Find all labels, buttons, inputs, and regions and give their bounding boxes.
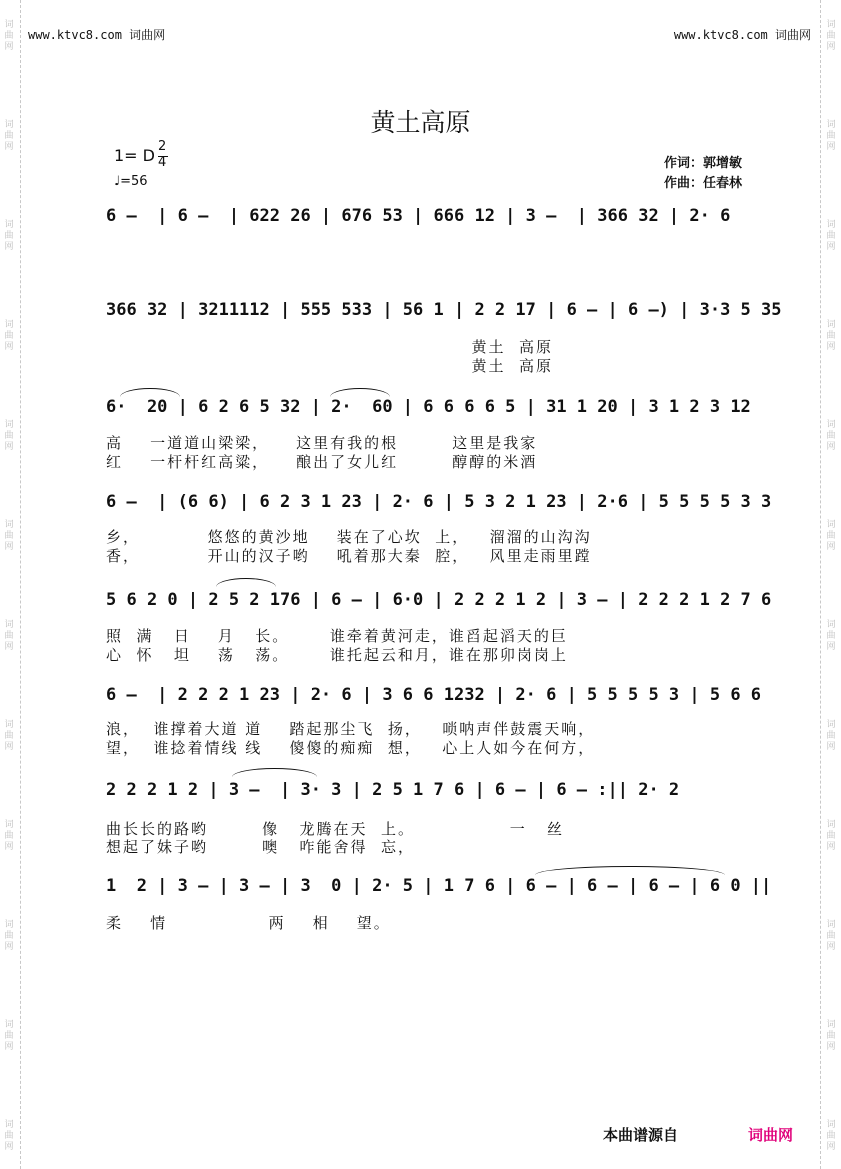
score-line-6-lyrics-verse1: 浪， 谁撑着大道 道 踏起那尘飞 扬， 唢呐声伴鼓震天响，: [106, 720, 596, 738]
slur-mark: [232, 768, 317, 777]
score-line-5-lyrics-verse1: 照 满 日 月 长。 谁牵着黄河走，谁舀起滔天的巨: [106, 627, 568, 645]
score-line-6-notes: 6 – | 2 2 2 1 23 | 2· 6 | 3 6 6 1232 | 2· 6 | 5 5 5 5 3 | 5 6 6: [106, 685, 762, 705]
score-line-7-lyrics-verse1: 曲长长的路哟 像 龙腾在天 上。 一 丝: [106, 820, 565, 838]
score-line-4-lyrics-verse1: 乡， 悠悠的黄沙地 装在了心坎 上， 溜溜的山沟沟: [106, 528, 592, 546]
watermark: 词曲网: [4, 420, 14, 452]
slur-mark: [120, 388, 180, 397]
right-watermark-strip: [820, 0, 841, 1169]
watermark: 词曲网: [4, 820, 14, 852]
watermark: 词曲网: [826, 620, 836, 652]
watermark: 词曲网: [826, 920, 836, 952]
watermark: 词曲网: [4, 920, 14, 952]
score-line-8-notes: 1 2 | 3 – | 3 – | 3 0 | 2· 5 | 1 7 6 | 6 – | 6 – | 6 – | 6 0 ||: [106, 876, 772, 896]
watermark: 词曲网: [826, 220, 836, 252]
lyricist-credit: 作词：郭增敏: [664, 156, 743, 171]
watermark: 词曲网: [4, 520, 14, 552]
score-line-3-lyrics-verse1: 高 一道道山梁梁， 这里有我的根 这里是我家: [106, 434, 538, 452]
slur-mark: [330, 388, 390, 397]
watermark: 词曲网: [826, 20, 836, 52]
watermark: 词曲网: [4, 120, 14, 152]
score-line-7-lyrics-verse2: 想起了妹子哟 噢 咋能舍得 忘，: [106, 838, 415, 856]
watermark: 词曲网: [826, 420, 836, 452]
watermark: 词曲网: [4, 1120, 14, 1152]
watermark: 词曲网: [826, 1120, 836, 1152]
score-line-7-notes: 2 2 2 1 2 | 3 – | 3· 3 | 2 5 1 7 6 | 6 – | 6 – :|| 2· 2: [106, 780, 680, 800]
watermark: 词曲网: [4, 320, 14, 352]
composer-credit: 作曲：任春林: [664, 176, 743, 191]
slur-mark: [216, 578, 276, 587]
left-watermark-strip: [0, 0, 21, 1169]
site-link-right[interactable]: www.ktvc8.com 词曲网: [673, 28, 811, 42]
score-line-6-lyrics-verse2: 望， 谁捻着情线 线 傻傻的痴痴 想， 心上人如今在何方，: [106, 739, 596, 757]
slur-mark: [535, 866, 725, 875]
watermark: 词曲网: [826, 1020, 836, 1052]
score-line-3-notes: 6· 20 | 6 2 6 5 32 | 2· 60 | 6 6 6 6 5 | 31 1 20 | 3 1 2 3 12: [106, 397, 751, 417]
score-line-2-lyrics-verse2: 黄土 高原: [106, 357, 554, 375]
score-line-5-notes: 5 6 2 0 | 2 5 2 176 | 6 – | 6·0 | 2 2 2 1 2 | 3 – | 2 2 2 1 2 7 6: [106, 590, 772, 610]
watermark: 词曲网: [826, 520, 836, 552]
score-line-4-lyrics-verse2: 香， 开山的汉子哟 吼着那大秦 腔， 风里走雨里蹚: [106, 547, 592, 565]
tempo-marking: ♩=56: [114, 174, 148, 189]
source-brand-logo[interactable]: 词曲网: [748, 1126, 794, 1144]
score-line-2-lyrics-verse1: 黄土 高原: [106, 338, 554, 356]
score-line-5-lyrics-verse2: 心 怀 坦 荡 荡。 谁托起云和月，谁在那卯岗岗上: [106, 646, 568, 664]
watermark: 词曲网: [4, 20, 14, 52]
watermark: 词曲网: [826, 120, 836, 152]
source-label: 本曲谱源自: [603, 1126, 679, 1144]
time-signature-top: 2: [158, 139, 167, 154]
time-signature-bottom: 4: [158, 155, 167, 170]
site-link-left[interactable]: www.ktvc8.com 词曲网: [28, 28, 166, 42]
watermark: 词曲网: [826, 820, 836, 852]
key-signature: 1= D: [114, 146, 155, 165]
time-signature-divider: [158, 156, 168, 157]
watermark: 词曲网: [4, 620, 14, 652]
watermark: 词曲网: [4, 220, 14, 252]
score-line-4-notes: 6 – | (6 6) | 6 2 3 1 23 | 2· 6 | 5 3 2 1 23 | 2·6 | 5 5 5 5 3 3: [106, 492, 772, 512]
watermark: 词曲网: [4, 720, 14, 752]
time-signature: [158, 139, 166, 171]
watermark: 词曲网: [826, 320, 836, 352]
watermark: 词曲网: [826, 720, 836, 752]
score-line-1-notes: 6 – | 6 – | 622 26 | 676 53 | 666 12 | 3 – | 366 32 | 2· 6: [106, 206, 731, 226]
song-title: 黄土高原: [370, 108, 471, 137]
score-line-8-lyrics-verse1: 柔 情 两 相 望。: [106, 914, 391, 932]
score-line-2-notes: 366 32 | 3211112 | 555 533 | 56 1 | 2 2 17 | 6 – | 6 –) | 3·3 5 35: [106, 300, 782, 320]
watermark: 词曲网: [4, 1020, 14, 1052]
score-line-3-lyrics-verse2: 红 一杆杆红高粱， 酿出了女儿红 醇醇的米酒: [106, 453, 538, 471]
